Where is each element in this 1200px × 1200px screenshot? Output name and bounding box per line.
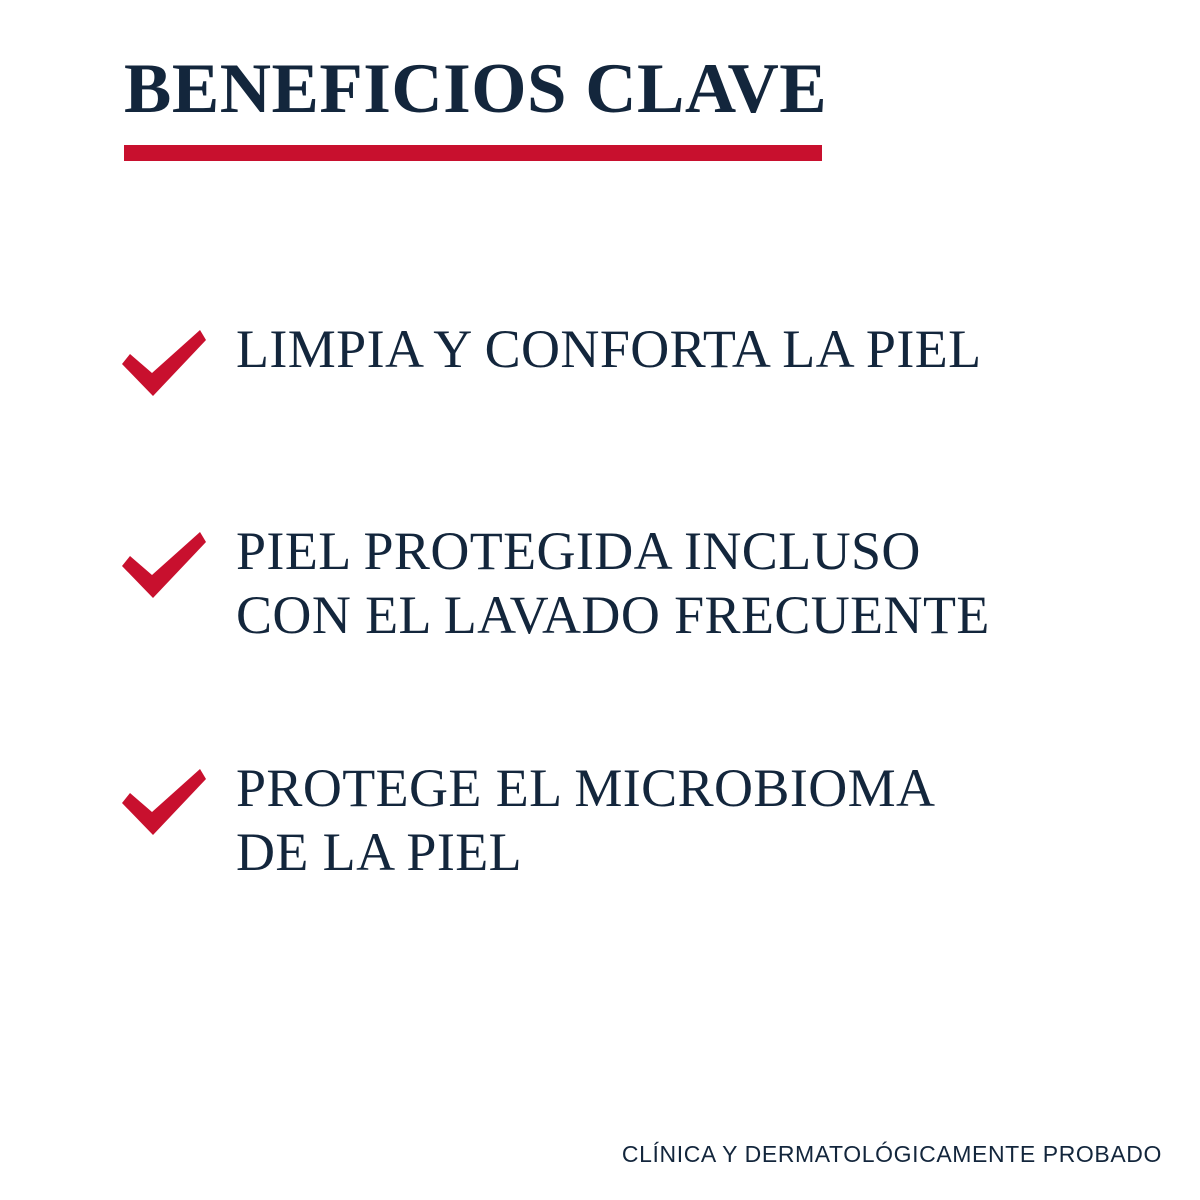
list-item bbox=[118, 520, 1118, 647]
check-icon bbox=[118, 328, 210, 402]
benefit-line: PIEL PROTEGIDA INCLUSO bbox=[236, 521, 921, 581]
list-item bbox=[118, 318, 1118, 402]
benefit-line: PROTEGE EL MICROBIOMA bbox=[236, 758, 936, 819]
footer bbox=[622, 1141, 1162, 1168]
check-icon-wrapper bbox=[118, 520, 236, 604]
check-icon-wrapper bbox=[118, 757, 236, 841]
footer-disclaimer: CLÍNICA Y DERMATOLÓGICAMENTE PROBADO bbox=[621, 1141, 1162, 1167]
benefit-text bbox=[236, 757, 935, 884]
title-underline-rule bbox=[124, 145, 822, 161]
page-title: BENEFICIOS CLAVE bbox=[124, 50, 828, 128]
benefit-text bbox=[236, 520, 990, 647]
list-item bbox=[118, 757, 1118, 884]
benefit-line: CON EL LAVADO FRECUENTE bbox=[236, 584, 990, 645]
benefit-text bbox=[236, 318, 982, 382]
header bbox=[124, 52, 984, 161]
benefits-list bbox=[118, 318, 1118, 885]
check-icon-wrapper bbox=[118, 318, 236, 402]
benefit-line: DE LA PIEL bbox=[236, 822, 522, 883]
benefit-line: LIMPIA Y CONFORTA LA PIEL bbox=[236, 319, 982, 379]
check-icon bbox=[118, 530, 210, 604]
check-icon bbox=[118, 767, 210, 841]
